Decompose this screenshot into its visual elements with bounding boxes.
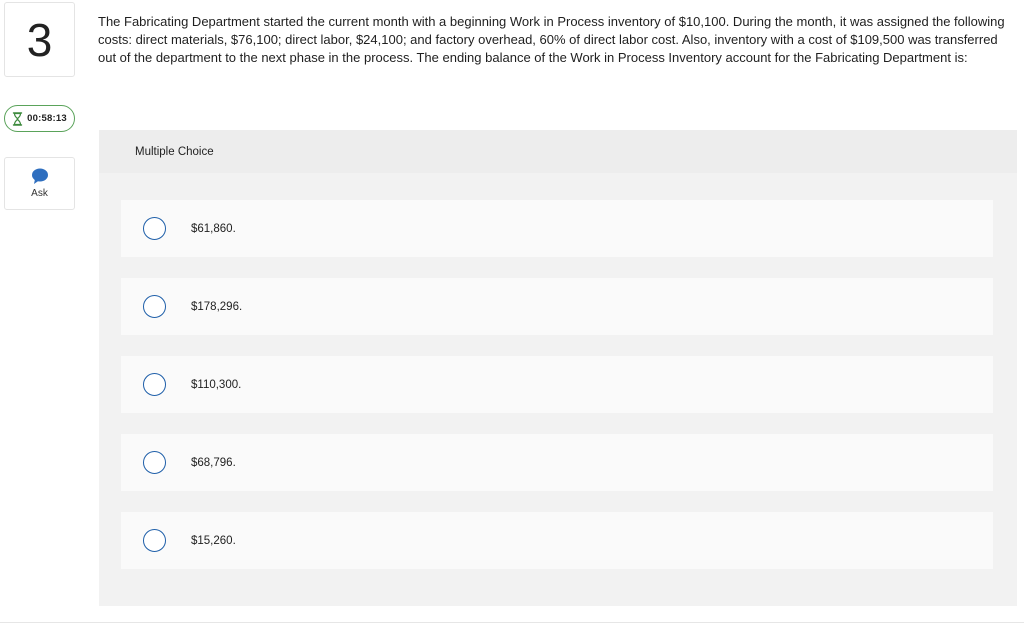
answer-option[interactable] bbox=[121, 200, 993, 257]
chat-bubble-icon bbox=[31, 168, 49, 185]
option-label: $68,796. bbox=[191, 456, 236, 469]
option-label: $15,260. bbox=[191, 534, 236, 547]
hourglass-icon bbox=[12, 112, 23, 126]
answer-option[interactable] bbox=[121, 278, 993, 335]
answer-option[interactable] bbox=[121, 434, 993, 491]
ask-label: Ask bbox=[31, 188, 48, 199]
divider bbox=[0, 622, 1024, 623]
question-number: 3 bbox=[26, 13, 53, 66]
radio-button[interactable] bbox=[143, 217, 166, 240]
option-label: $110,300. bbox=[191, 378, 242, 391]
panel-header bbox=[99, 130, 1017, 173]
ask-button[interactable] bbox=[4, 157, 75, 210]
timer[interactable] bbox=[4, 105, 75, 132]
radio-button[interactable] bbox=[143, 295, 166, 318]
answer-option[interactable] bbox=[121, 356, 993, 413]
option-label: $178,296. bbox=[191, 300, 243, 313]
question-number-box bbox=[4, 2, 75, 77]
radio-button[interactable] bbox=[143, 373, 166, 396]
radio-button[interactable] bbox=[143, 529, 166, 552]
multiple-choice-title: Multiple Choice bbox=[135, 145, 214, 158]
answer-option[interactable] bbox=[121, 512, 993, 569]
timer-text: 00:58:13 bbox=[27, 113, 67, 124]
question-text: The Fabricating Department started the current month with a beginning Work in Process inventory of $10,100. During the month, it was assigned the following costs: direct materials, $76,100; direct labor, $24,100; and factory overhead, 60% of direct labor cost. Also, inventory with a cost of $109,500 was transferred out of the department to the next phase in the process. The ending balance of the Work in Process Inventory account for the Fabricating Department is: bbox=[98, 14, 1005, 66]
answer-panel bbox=[99, 130, 1017, 606]
radio-button[interactable] bbox=[143, 451, 166, 474]
option-label: $61,860. bbox=[191, 222, 236, 235]
